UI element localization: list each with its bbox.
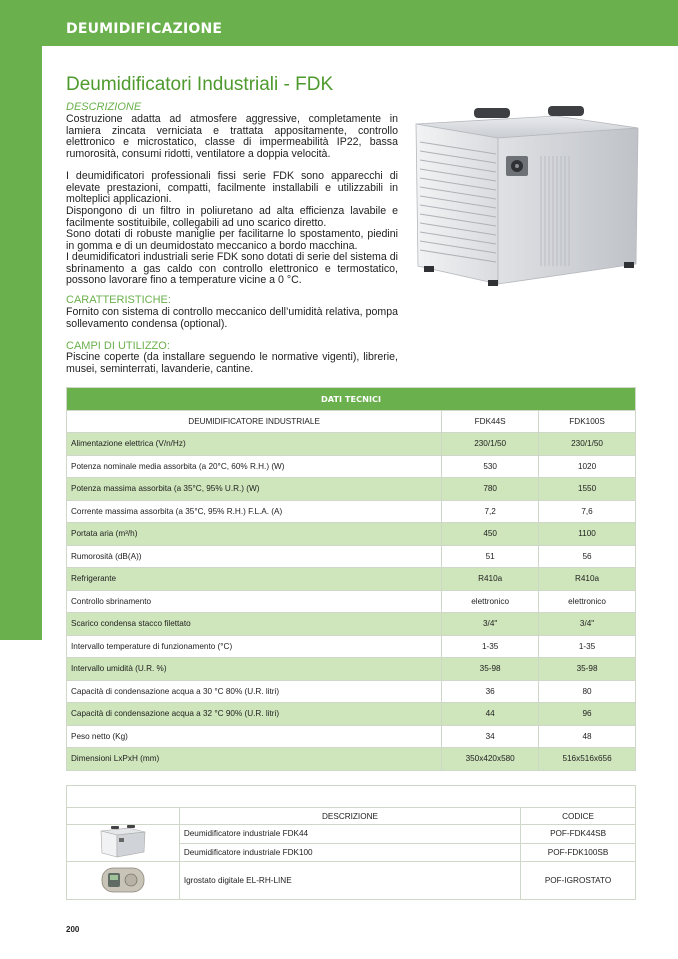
- tech-col-header: FDK44S: [442, 410, 539, 433]
- tech-param-value: elettronico: [539, 590, 636, 613]
- tech-table-row: [67, 658, 636, 681]
- catalog-image-header: [67, 808, 180, 825]
- tech-param-value: R410a: [539, 568, 636, 591]
- tech-param-label: Alimentazione elettrica (V/n/Hz): [67, 433, 442, 456]
- tech-param-value: 230/1/50: [539, 433, 636, 456]
- tech-param-value: 3/4": [442, 613, 539, 636]
- catalog-item-desc: Deumidificatore industriale FDK100: [179, 843, 520, 862]
- tech-table-row: [67, 433, 636, 456]
- tech-param-value: 35-98: [442, 658, 539, 681]
- tech-param-value: 530: [442, 455, 539, 478]
- tech-param-value: 44: [442, 703, 539, 726]
- tech-param-value: 1-35: [442, 635, 539, 658]
- tech-table-row: [67, 748, 636, 771]
- tech-param-label: Scarico condensa stacco filettato: [67, 613, 442, 636]
- tech-param-value: 1-35: [539, 635, 636, 658]
- tech-table-row: [67, 635, 636, 658]
- tech-param-value: 36: [442, 680, 539, 703]
- tech-param-label: Intervallo temperature di funzionamento (°C): [67, 635, 442, 658]
- tech-table-row: [67, 455, 636, 478]
- features-heading: CARATTERISTICHE:: [66, 294, 171, 306]
- tech-col-header: FDK100S: [539, 410, 636, 433]
- catalog-col-desc: DESCRIZIONE: [179, 808, 520, 825]
- tech-table-row: [67, 478, 636, 501]
- tech-table-row: [67, 680, 636, 703]
- tech-table-row: [67, 545, 636, 568]
- tech-table-row: [67, 590, 636, 613]
- catalog-image-dehumidifier: [67, 825, 180, 862]
- dehumidifier-thumb-icon: [99, 825, 147, 859]
- tech-table-title: DATI TECNICI: [67, 388, 636, 411]
- tech-param-value: R410a: [442, 568, 539, 591]
- section-title: DEUMIDIFICAZIONE: [66, 21, 223, 37]
- hygrostat-thumb-icon: [100, 866, 146, 894]
- tech-param-label: Capacità di condensazione acqua a 32 °C 90% (U.R. litri): [67, 703, 442, 726]
- tech-param-label: Intervallo umidità (U.R. %): [67, 658, 442, 681]
- tech-param-value: 230/1/50: [442, 433, 539, 456]
- catalog-item-code: POF-FDK100SB: [521, 843, 636, 862]
- page-number: 200: [66, 925, 80, 934]
- tech-param-label: Peso netto (Kg): [67, 725, 442, 748]
- catalog-image-hygrostat: [67, 862, 180, 900]
- catalog-col-code: CODICE: [521, 808, 636, 825]
- tech-param-value: 48: [539, 725, 636, 748]
- tech-param-label: Controllo sbrinamento: [67, 590, 442, 613]
- tech-param-value: 51: [442, 545, 539, 568]
- tech-param-value: 780: [442, 478, 539, 501]
- tech-param-label: Capacità di condensazione acqua a 30 °C 80% (U.R. litri): [67, 680, 442, 703]
- tech-param-value: 80: [539, 680, 636, 703]
- tech-param-label: Potenza massima assorbita (a 35°C, 95% U.R.) (W): [67, 478, 442, 501]
- features-text: Fornito con sistema di controllo meccanico dell’umidità relativa, pompa sollevamento condensa (optional).: [66, 306, 398, 330]
- catalog-title: CATALOGO - DEUMIDIFICATORI INDUSTRIALI SERIE FDK: [67, 786, 636, 808]
- tech-param-value: 7,6: [539, 500, 636, 523]
- tech-param-label: Refrigerante: [67, 568, 442, 591]
- tech-param-label: Potenza nominale media assorbita (a 20°C, 60% R.H.) (W): [67, 455, 442, 478]
- tech-param-label: Portata aria (m³/h): [67, 523, 442, 546]
- side-band: [0, 46, 42, 640]
- tech-param-value: 450: [442, 523, 539, 546]
- tech-param-label: Rumorosità (dB(A)): [67, 545, 442, 568]
- tech-param-value: 1020: [539, 455, 636, 478]
- tech-param-value: elettronico: [442, 590, 539, 613]
- description-p1: Costruzione adatta ad atmosfere aggressive, completamente in lamiera zincata verniciata e trattata appositamente, controllo elettronico e microstatico, classe di impermeabilità IP22, bassa rumorosità, consumi ridotti, ventilatore a doppia velocità.: [66, 113, 398, 160]
- tech-param-value: 34: [442, 725, 539, 748]
- tech-table-row: [67, 725, 636, 748]
- dehumidifier-image: [406, 98, 646, 290]
- tech-table-body: [67, 410, 636, 770]
- tech-param-value: 1550: [539, 478, 636, 501]
- tech-table-row: [67, 523, 636, 546]
- catalog-table: [66, 785, 636, 900]
- tech-param-label: Corrente massima assorbita (a 35°C, 95% R.H.) F.L.A. (A): [67, 500, 442, 523]
- tech-param-value: 516x516x656: [539, 748, 636, 771]
- tech-param-value: 7,2: [442, 500, 539, 523]
- catalog-item-code: POF-IGROSTATO: [521, 862, 636, 900]
- catalog-item-desc: Deumidificatore industriale FDK44: [179, 825, 520, 844]
- tech-param-value: 350x420x580: [442, 748, 539, 771]
- description-heading: DESCRIZIONE: [66, 101, 142, 113]
- description-p2: I deumidificatori professionali fissi serie FDK sono apparecchi di elevate prestazioni, compatti, facilmente installabili e utilizzabili in molteplici applicazioni.: [66, 170, 398, 206]
- tech-table-row: [67, 703, 636, 726]
- tech-col-header: DEUMIDIFICATORE INDUSTRIALE: [67, 410, 442, 433]
- tech-param-value: 35-98: [539, 658, 636, 681]
- catalog-item-code: POF-FDK44SB: [521, 825, 636, 844]
- tech-table-row: [67, 613, 636, 636]
- tech-param-value: 1100: [539, 523, 636, 546]
- tech-param-value: 56: [539, 545, 636, 568]
- tech-table-row: [67, 568, 636, 591]
- tech-table-row: [67, 500, 636, 523]
- tech-param-label: Dimensioni LxPxH (mm): [67, 748, 442, 771]
- tech-param-value: 3/4": [539, 613, 636, 636]
- description-p3: Dispongono di un filtro in poliuretano ad alta efficienza lavabile e facilmente sostituibile, collegabili ad uno scarico diretto.: [66, 205, 398, 229]
- usage-text: Piscine coperte (da installare seguendo le normative vigenti), librerie, musei, seminterrati, lavanderie, cantine.: [66, 351, 398, 375]
- tech-param-value: 96: [539, 703, 636, 726]
- usage-heading: CAMPI DI UTILIZZO:: [66, 340, 170, 352]
- description-p5: I deumidificatori industriali serie FDK sono dotati di serie del sistema di sbrinamento a gas caldo con controllo elettronico e termostatico, possono lavorare fino a temperature vicine a 0 °C.: [66, 251, 398, 287]
- description-p4: Sono dotati di robuste maniglie per facilitarne lo spostamento, piedini in gomma e di un deumidostato meccanico a bordo macchina.: [66, 228, 398, 252]
- catalog-item-desc: Igrostato digitale EL-RH-LINE: [179, 862, 520, 900]
- tech-table: [66, 387, 636, 771]
- page-title: Deumidificatori Industriali - FDK: [66, 74, 334, 95]
